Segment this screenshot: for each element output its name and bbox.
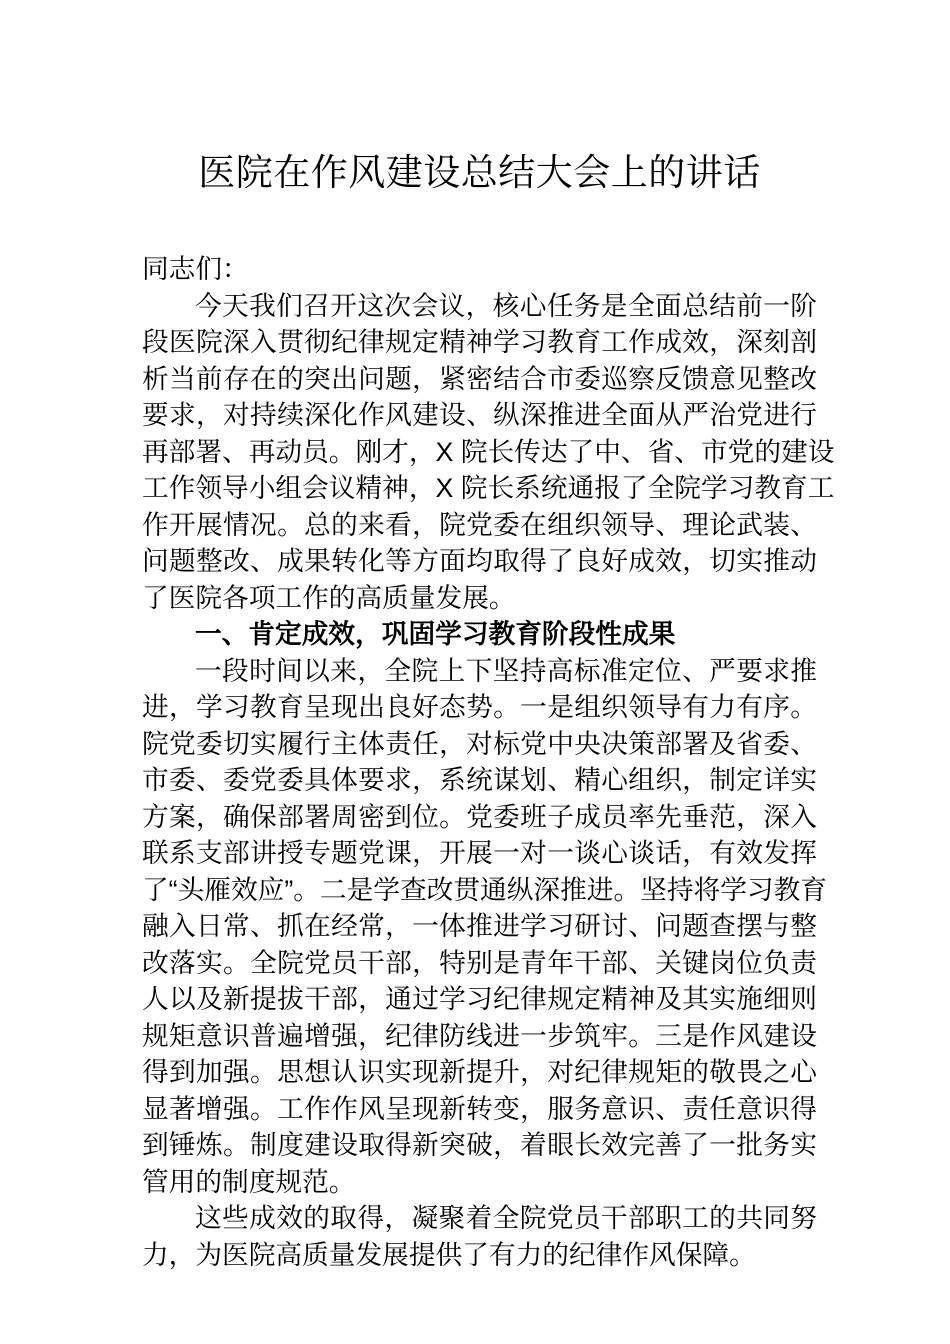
paragraph-line: 作开展情况。总的来看，院党委在组织领导、理论武装、 (142, 509, 817, 540)
section-heading: 一、肯定成效，巩固学习教育阶段性成果 (195, 619, 676, 649)
paragraph-line: 要求，对持续深化作风建设、纵深推进全面从严治党进行 (142, 400, 817, 430)
salutation-line: 同志们： (142, 254, 249, 284)
paragraph-line: 管用的制度规范。 (142, 1166, 356, 1197)
paragraph-line: 显著增强。工作作风呈现新转变，服务意识、责任意识得 (142, 1093, 817, 1124)
paragraph-line: 融入日常、抓在经常，一体推进学习研讨、问题查摆与整 (142, 911, 817, 941)
paragraph-line: 工作领导小组会议精神，X 院长系统通报了全院学习教育工 (142, 473, 835, 503)
paragraph-line: 问题整改、成果转化等方面均取得了良好成效，切实推动 (142, 546, 817, 576)
paragraph-line: 改落实。全院党员干部，特别是青年干部、关键岗位负责 (142, 947, 817, 978)
paragraph-line: 联系支部讲授专题党课，开展一对一谈心谈话，有效发挥 (142, 838, 817, 868)
paragraph-line: 一段时间以来，全院上下坚持高标准定位、严要求推 (195, 655, 817, 686)
paragraph-line: 了“头雁效应”。二是学查改贯通纵深推进。坚持将学习教育 (142, 874, 827, 905)
paragraph-line: 规矩意识普遍增强，纪律防线进一步筑牢。三是作风建设 (142, 1020, 817, 1051)
document-title: 医院在作风建设总结大会上的讲话 (198, 152, 761, 193)
paragraph-line: 人以及新提拔干部，通过学习纪律规定精神及其实施细则 (142, 984, 817, 1014)
paragraph-line: 今天我们召开这次会议，核心任务是全面总结前一阶 (195, 290, 817, 321)
paragraph-line: 市委、委党委具体要求，系统谋划、精心组织，制定详实 (142, 765, 817, 795)
paragraph-line: 到锤炼。制度建设取得新突破，着眼长效完善了一批务实 (142, 1130, 817, 1160)
paragraph-line: 方案，确保部署周密到位。党委班子成员率先垂范，深入 (142, 801, 817, 832)
paragraph-line: 得到加强。思想认识实现新提升，对纪律规矩的敬畏之心 (142, 1057, 817, 1087)
paragraph-line: 力，为医院高质量发展提供了有力的纪律作风保障。 (142, 1239, 756, 1270)
paragraph-line: 了医院各项工作的高质量发展。 (142, 582, 516, 613)
paragraph-line: 析当前存在的突出问题，紧密结合市委巡察反馈意见整改 (142, 363, 817, 394)
paragraph-line: 进，学习教育呈现出良好态势。一是组织领导有力有序。 (142, 692, 817, 722)
paragraph-line: 段医院深入贯彻纪律规定精神学习教育工作成效，深刻剖 (142, 327, 817, 357)
paragraph-line: 再部署、再动员。刚才，X 院长传达了中、省、市党的建设 (142, 436, 835, 467)
document-body (142, 251, 835, 1273)
paragraph-line: 院党委切实履行主体责任，对标党中央决策部署及省委、 (142, 728, 817, 759)
paragraph-line: 这些成效的取得，凝聚着全院党员干部职工的共同努 (195, 1203, 817, 1233)
